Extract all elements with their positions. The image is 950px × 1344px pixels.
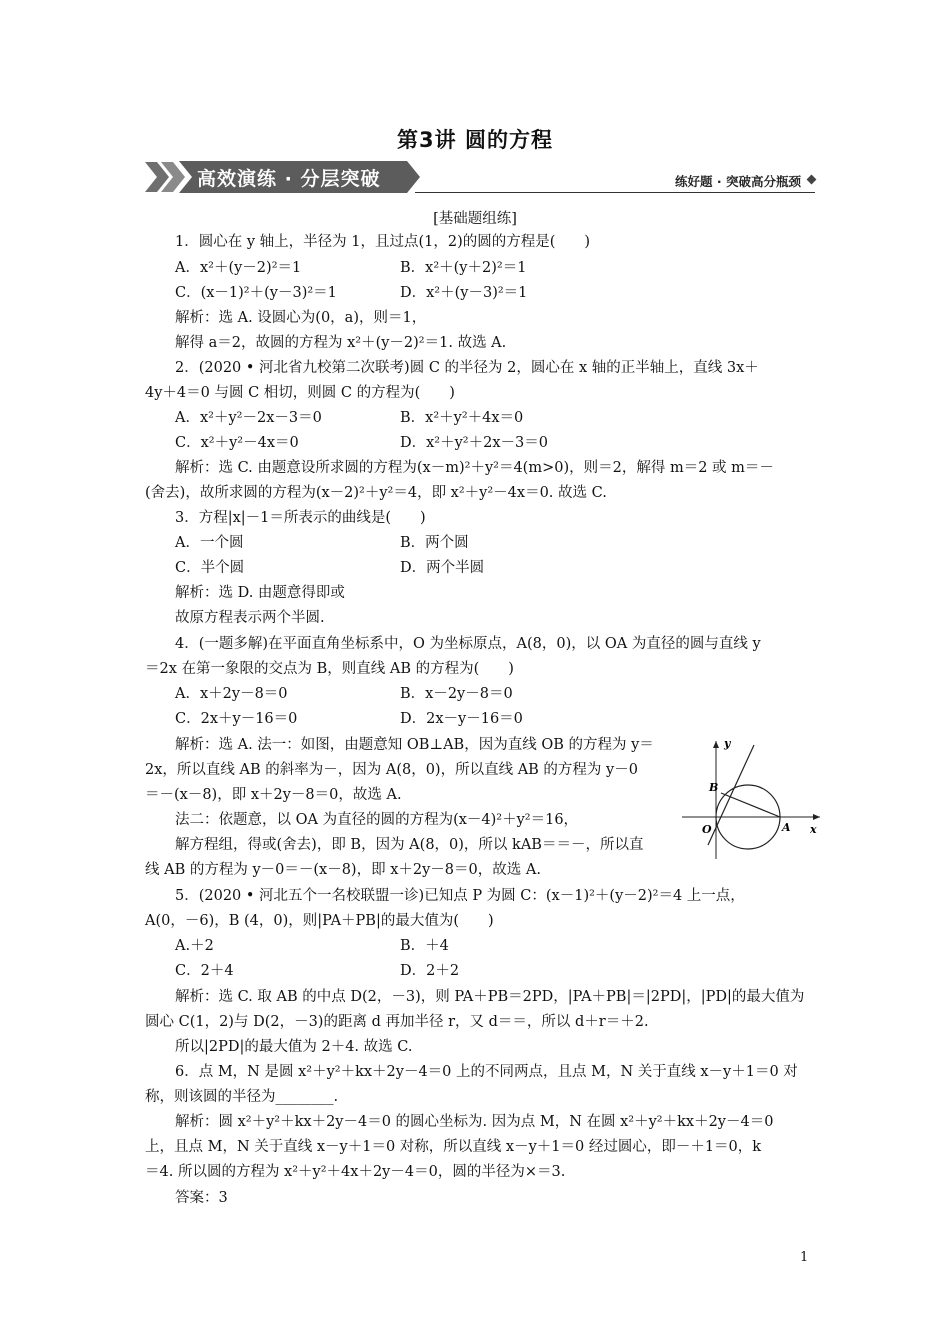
text-line: 解析：圆 x²＋y²＋kx＋2y－4＝0 的圆心坐标为. 因为点 M，N 在圆 x²＋y²＋kx＋2y－4＝0	[175, 1114, 774, 1130]
segment-ab	[721, 793, 780, 817]
text-line: 4．(一题多解)在平面直角坐标系中，O 为坐标原点，A(8，0)，以 OA 为直径的圆与直线 y	[175, 636, 761, 652]
option-text: B．x²＋(y＋2)²＝1	[400, 260, 527, 276]
y-axis-label: y	[724, 737, 731, 750]
text-line: 5．(2020 • 河北五个一名校联盟一诊)已知点 P 为圆 C：(x－1)²＋(y－2)²＝4 上一点，	[175, 888, 745, 904]
option-text: B．两个圆	[400, 535, 469, 551]
option-text: B．x²＋y²＋4x＝0	[400, 410, 524, 426]
text-line: A．x²＋y²－2x－3＝0	[175, 410, 322, 426]
text-line: 解得 a＝2，故圆的方程为 x²＋(y－2)²＝1. 故选 A.	[175, 335, 507, 351]
text-line: 圆心 C(1，2)与 D(2，－3)的距离 d 再加半径 r，又 d＝＝，所以 d＋r＝＋2.	[145, 1014, 649, 1030]
text-line: 3．方程|x|－1＝所表示的曲线是( )	[175, 510, 426, 526]
text-line: 解析：选 D. 由题意得即或	[175, 585, 345, 601]
y-axis-arrow-icon	[713, 741, 719, 748]
text-line: A(0，－6)，B (4，0)，则|PA＋PB|的最大值为( )	[145, 913, 494, 929]
option-text: D．2x－y－16＝0	[400, 711, 523, 727]
text-line: C．2＋4	[175, 963, 234, 979]
text-line: C．2x＋y－16＝0	[175, 711, 298, 727]
x-axis-arrow-icon	[813, 814, 820, 820]
text-line: 解方程组，得或(舍去)，即 B，因为 A(8，0)，所以 kAB＝＝－，所以直	[175, 837, 644, 853]
banner-left-text: 高效演练 · 分层突破	[197, 168, 381, 190]
text-line: 4y＋4＝0 与圆 C 相切，则圆 C 的方程为( )	[145, 385, 455, 401]
text-line: 1．圆心在 y 轴上，半径为 1，且过点(1，2)的圆的方程是( )	[175, 234, 591, 250]
option-text: D．x²＋y²＋2x－3＝0	[400, 435, 548, 451]
text-line: A．x＋2y－8＝0	[175, 686, 288, 702]
text-line: 6．点 M，N 是圆 x²＋y²＋kx＋2y－4＝0 上的不同两点，且点 M，N 关于直线 x－y＋1＝0 对	[175, 1064, 798, 1080]
text-line: 法二：依题意，以 OA 为直径的圆的方程为(x－4)²＋y²＝16，	[175, 812, 579, 828]
text-line: 答案：3	[175, 1190, 228, 1206]
page-number: 1	[800, 1250, 809, 1265]
diamond-icon	[807, 175, 817, 185]
text-line: 所以|2PD|的最大值为 2＋4. 故选 C.	[175, 1039, 413, 1055]
page-title: 第3讲 圆的方程	[397, 128, 553, 152]
text-line: ＝2x 在第一象限的交点为 B，则直线 AB 的方程为( )	[145, 661, 514, 677]
banner-rule	[415, 192, 815, 193]
option-text: D．2＋2	[400, 963, 460, 979]
point-a-label: A	[782, 821, 791, 834]
text-line: 2．(2020 • 河北省九校第二次联考)圆 C 的半径为 2，圆心在 x 轴的正半轴上，直线 3x＋	[175, 360, 759, 376]
banner-right-text: 练好题 · 突破高分瓶颈	[675, 174, 801, 189]
option-text: B．x－2y－8＝0	[400, 686, 513, 702]
option-text: D．x²＋(y－3)²＝1	[400, 285, 528, 301]
text-line: C．(x－1)²＋(y－3)²＝1	[175, 285, 337, 301]
text-line: A.＋2	[175, 938, 214, 954]
point-o-label: O	[702, 823, 712, 836]
text-line: ＝－(x－8)，即 x＋2y－8＝0，故选 A.	[145, 787, 402, 803]
x-axis-label: x	[810, 823, 817, 836]
text-line: (舍去)，故所求圆的方程为(x－2)²＋y²＝4，即 x²＋y²－4x＝0. 故选 C.	[145, 485, 607, 501]
line-y-2x	[708, 745, 754, 845]
circle-figure	[676, 735, 822, 861]
text-line: 上，且点 M，N 关于直线 x－y＋1＝0 对称，所以直线 x－y＋1＝0 经过圆心，即－＋1＝0，k	[145, 1139, 762, 1155]
section-heading: [基础题组练]	[433, 211, 517, 227]
text-line: 解析：选 A. 法一：如图，由题意知 OB⊥AB，因为直线 OB 的方程为 y＝	[175, 737, 654, 753]
option-text: D．两个半圆	[400, 560, 485, 576]
text-line: 线 AB 的方程为 y－0＝－(x－8)，即 x＋2y－8＝0，故选 A.	[145, 862, 541, 878]
point-b-label: B	[709, 781, 719, 794]
text-line: 解析：选 C. 取 AB 的中点 D(2，－3)，则 PA＋PB＝2PD，|PA＋PB|＝|2PD|，|PD|的最大值为	[175, 989, 805, 1005]
text-line: 2x，所以直线 AB 的斜率为－，因为 A(8，0)，所以直线 AB 的方程为 y－0	[145, 762, 638, 778]
section-banner	[145, 160, 815, 196]
option-text: B．＋4	[400, 938, 449, 954]
text-line: A．x²＋(y－2)²＝1	[175, 260, 302, 276]
text-line: C．x²＋y²－4x＝0	[175, 435, 299, 451]
text-line: C．半个圆	[175, 560, 245, 576]
text-line: 解析：选 C. 由题意设所求圆的方程为(x－m)²＋y²＝4(m>0)，则＝2，解得 m＝2 或 m＝－	[175, 460, 774, 476]
text-line: 解析：选 A. 设圆心为(0，a)，则＝1，	[175, 310, 427, 326]
text-line: 称，则该圆的半径为________.	[145, 1089, 339, 1105]
text-line: A．一个圆	[175, 535, 244, 551]
text-line: ＝4. 所以圆的方程为 x²＋y²＋4x＋2y－4＝0，圆的半径为×＝3.	[145, 1164, 566, 1180]
text-line: 故原方程表示两个半圆.	[175, 610, 325, 626]
